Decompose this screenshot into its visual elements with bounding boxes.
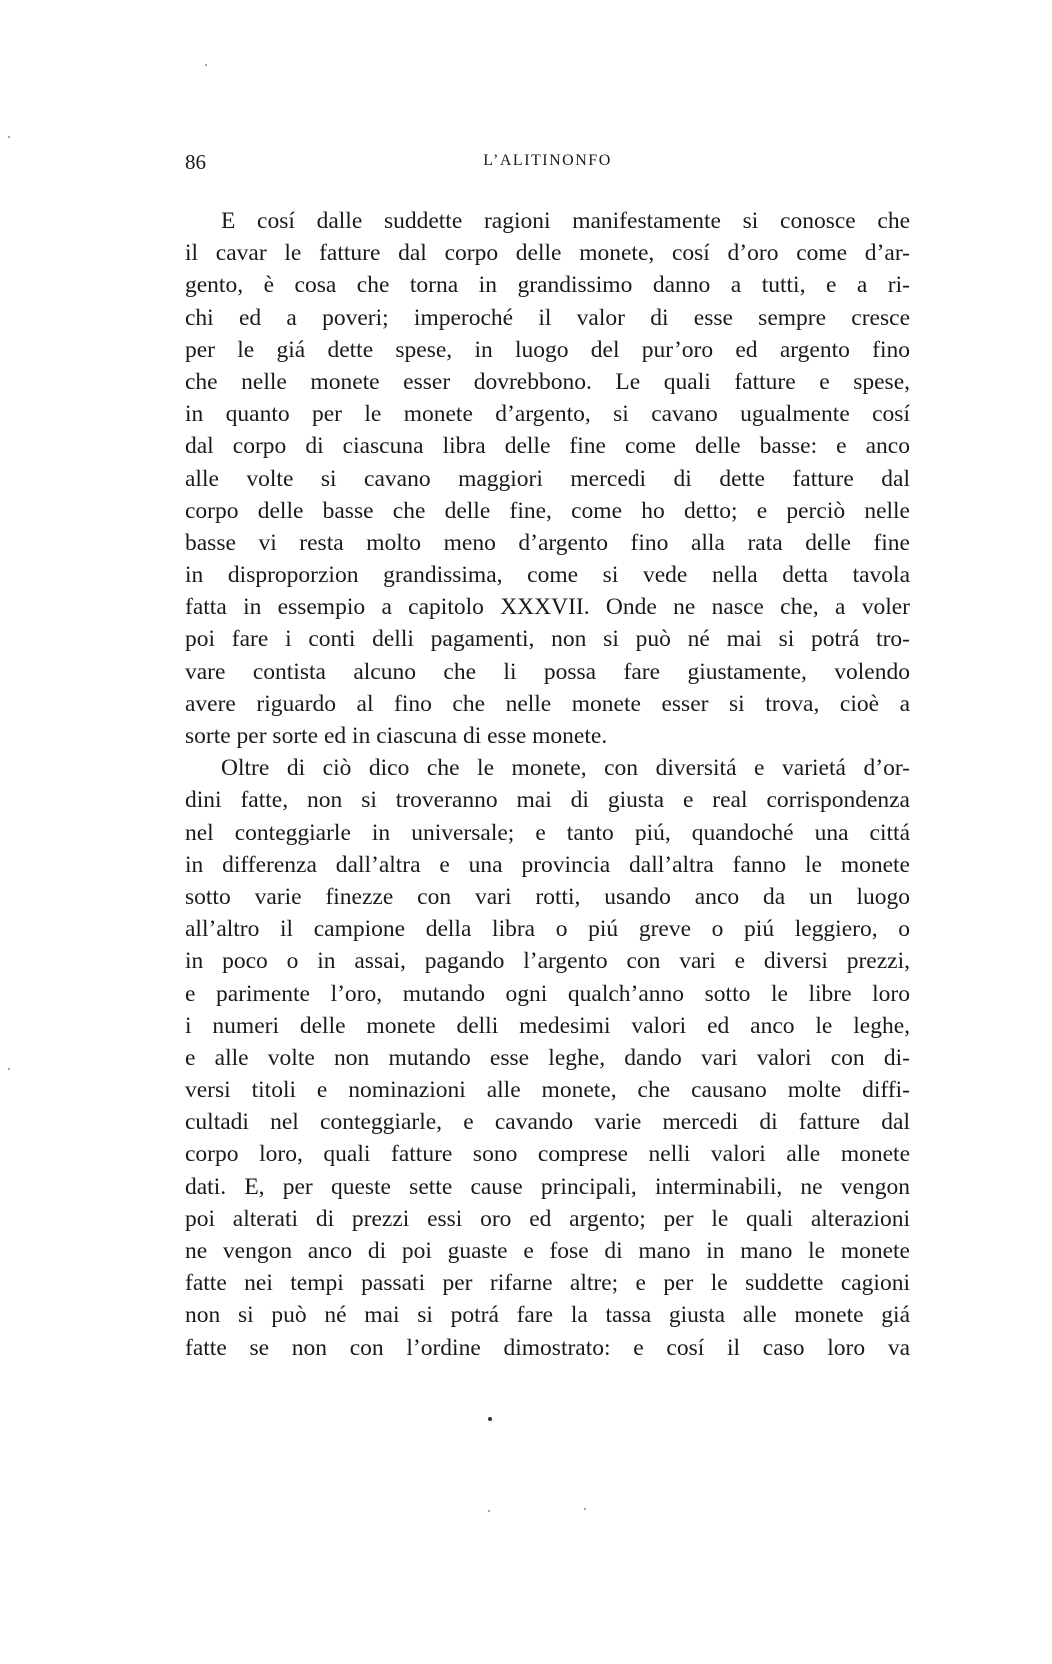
- text-line: corpo delle basse che delle fine, come ho detto; e perciò nelle: [185, 497, 910, 524]
- text-line: in poco o in assai, pagando l’argento con vari e diversi prezzi,: [185, 948, 910, 975]
- text-line: chi ed a poveri; imperoché il valor di esse sempre cresce: [185, 304, 910, 331]
- ink-speck: [8, 136, 10, 138]
- body-text: [185, 205, 910, 1364]
- text-line: per le giá dette spese, in luogo del pur’oro ed argento fino: [185, 336, 910, 363]
- text-line: basse vi resta molto meno d’argento fino alla rata delle fine: [185, 529, 910, 556]
- running-title: L’ALITINONFO: [483, 152, 612, 169]
- paragraph-2: [185, 752, 910, 1364]
- text-line: dini fatte, non si troveranno mai di giusta e real corrispondenza: [185, 787, 910, 814]
- page-number: 86: [185, 150, 206, 174]
- text-line: i numeri delle monete delli medesimi valori ed anco le leghe,: [185, 1012, 910, 1039]
- text-line: e parimente l’oro, mutando ogni qualch’anno sotto le libre loro: [185, 980, 910, 1007]
- text-line: fatta in essempio a capitolo XXXVII. Onde ne nasce che, a voler: [185, 594, 910, 621]
- ink-speck: [584, 1508, 586, 1510]
- text-line: dati. E, per queste sette cause principali, interminabili, ne vengon: [185, 1173, 910, 1200]
- text-line: nel conteggiarle in universale; e tanto piú, quandoché una cittá: [185, 819, 910, 846]
- paragraph-1: [185, 205, 910, 752]
- text-line: in disproporzion grandissima, come si vede nella detta tavola: [185, 562, 910, 589]
- running-head: [185, 150, 910, 180]
- text-line: Oltre di ciò dico che le monete, con diversitá e varietá d’or-: [221, 755, 910, 782]
- text-line: sorte per sorte ed in ciascuna di esse monete.: [185, 723, 608, 749]
- text-line: fatte nei tempi passati per rifarne altre; e per le suddette cagioni: [185, 1270, 910, 1297]
- text-line: dal corpo di ciascuna libra delle fine come delle basse: e anco: [185, 433, 910, 460]
- text-line: corpo loro, quali fatture sono comprese nelli valori alle monete: [185, 1141, 910, 1168]
- text-line: vare contista alcuno che li possa fare giustamente, volendo: [185, 658, 910, 685]
- text-line: e alle volte non mutando esse leghe, dando vari valori con di-: [185, 1044, 910, 1071]
- ink-speck: [488, 1510, 490, 1512]
- text-line: avere riguardo al fino che nelle monete esser si trova, cioè a: [185, 690, 910, 717]
- text-line: in quanto per le monete d’argento, si cavano ugualmente cosí: [185, 401, 910, 428]
- ink-speck: [205, 64, 207, 66]
- text-line: all’altro il campione della libra o piú greve o piú leggiero, o: [185, 916, 910, 943]
- text-line: ne vengon anco di poi guaste e fose di mano in mano le monete: [185, 1238, 910, 1264]
- text-line: E cosí dalle suddette ragioni manifestamente si conosce che: [221, 208, 910, 234]
- text-line: in differenza dall’altra e una provincia dall’altra fanno le monete: [185, 851, 910, 878]
- text-line: alle volte si cavano maggiori mercedi di dette fatture dal: [185, 465, 910, 492]
- text-line: il cavar le fatture dal corpo delle monete, cosí d’oro come d’ar-: [185, 240, 910, 267]
- ink-speck: [488, 1417, 492, 1421]
- text-line: cultadi nel conteggiarle, e cavando varie mercedi di fatture dal: [185, 1109, 910, 1136]
- text-line: versi titoli e nominazioni alle monete, che causano molte diffi-: [185, 1077, 910, 1104]
- text-line: che nelle monete esser dovrebbono. Le quali fatture e spese,: [185, 368, 910, 395]
- ink-speck: [8, 1068, 10, 1070]
- text-line: fatte se non con l’ordine dimostrato: e cosí il caso loro va: [185, 1334, 910, 1361]
- text-line: gento, è cosa che torna in grandissimo danno a tutti, e a ri-: [185, 272, 910, 299]
- text-line: poi fare i conti delli pagamenti, non si può né mai si potrá tro-: [185, 626, 910, 653]
- text-line: non si può né mai si potrá fare la tassa giusta alle monete giá: [185, 1302, 910, 1329]
- text-line: poi alterati di prezzi essi oro ed argento; per le quali alterazioni: [185, 1205, 910, 1232]
- text-line: sotto varie finezze con vari rotti, usando anco da un luogo: [185, 883, 910, 910]
